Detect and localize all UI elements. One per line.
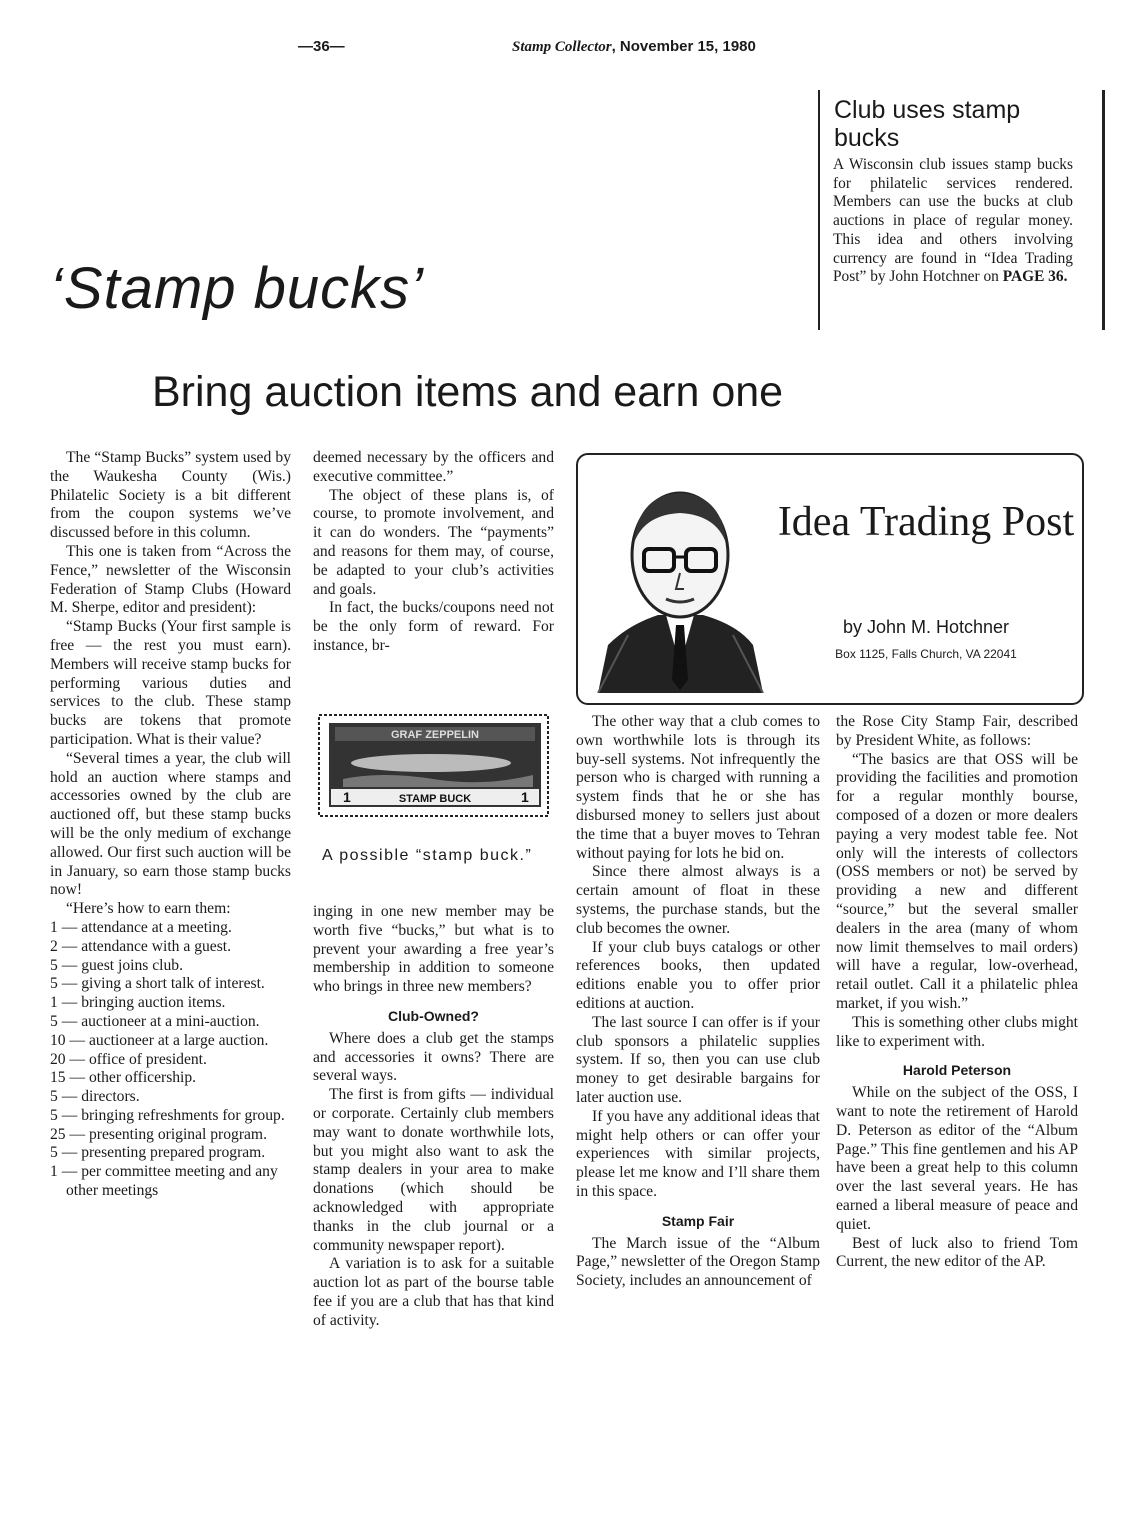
paragraph: “Several times a year, the club will hold an auction where stamps and accessories owned by the club are auctioned off, but these stamp bucks will be the only medium of exchange allowed. Our first such auction will be in January, so earn those stamp bucks now! bbox=[50, 749, 291, 899]
list-item: 1 — attendance at a meeting. bbox=[50, 918, 232, 936]
paragraph: The last source I can offer is if your club sponsors a philatelic supplies system. If so, then you can use club money to get desirable bargains for later auction use. bbox=[576, 1013, 820, 1106]
paragraph: The March issue of the “Album Page,” newsletter of the Oregon Stamp Society, includes an announcement of bbox=[576, 1234, 820, 1290]
author-portrait bbox=[588, 465, 773, 693]
page-number: —36— bbox=[298, 38, 345, 55]
paragraph: Where does a club get the stamps and accessories it owns? There are several ways. bbox=[313, 1029, 554, 1085]
list-item: 1 — bringing auction items. bbox=[50, 994, 226, 1012]
paragraph: The other way that a club comes to own worthwhile lots is through its buy-sell systems. Not infrequently the person who is charged with running a system finds that he or she has disbursed money to sellers just about the time that a buyer moves to Tehran without paying for lots he bid on. bbox=[576, 713, 820, 862]
paragraph: The object of these plans is, of course, to promote involvement, and it can do wonders. The “payments” and reasons for them may, of course, be adapted to your club’s activities and goals. bbox=[313, 486, 554, 598]
column-4 bbox=[836, 713, 1078, 1272]
paragraph: A variation is to ask for a suitable auction lot as part of the bourse table fee if you are a club that has that kind of activity. bbox=[313, 1255, 554, 1329]
list-item: 15 — other officership. bbox=[50, 1069, 197, 1087]
stamp-right-value: 1 bbox=[521, 789, 529, 805]
list-item: 2 — attendance with a guest. bbox=[50, 937, 232, 955]
list-item: 5 — auctioneer at a mini-auction. bbox=[50, 1012, 260, 1030]
section-subhead: Harold Peterson bbox=[902, 1062, 1012, 1079]
paragraph: Since there almost always is a certain amount of float in these systems, the purchase stands, but the club becomes the owner. bbox=[576, 863, 820, 937]
author-address: Box 1125, Falls Church, VA 22041 bbox=[835, 647, 1017, 661]
issue-date: , November 15, 1980 bbox=[611, 38, 756, 55]
paragraph: This one is taken from “Across the Fence,” newsletter of the Wisconsin Federation of Stamp Clubs (Howard M. Sherpe, editor and president): bbox=[50, 542, 291, 617]
list-item: 5 — guest joins club. bbox=[50, 956, 183, 974]
stamp-banner: GRAF ZEPPELIN bbox=[390, 729, 480, 741]
column-byline: by John M. Hotchner bbox=[842, 617, 1010, 637]
list-item: 5 — giving a short talk of interest. bbox=[50, 975, 265, 993]
paragraph: If your club buys catalogs or other references books, then updated editions enable you to offer prior editions at auction. bbox=[576, 938, 820, 1012]
sidebar-text: A Wisconsin club issues stamp bucks for philatelic services rendered. Members can use the bucks at club auctions in place of regular money. This idea and others involving currency are found in “Idea Trading Post” by John Hotchner on bbox=[833, 156, 1073, 286]
headline: ‘Stamp bucks’ bbox=[50, 256, 425, 321]
stamp-left-value: 1 bbox=[343, 789, 351, 805]
column-1 bbox=[50, 449, 291, 1201]
paragraph: The “Stamp Bucks” system used by the Waukesha County (Wis.) Philatelic Society is a bit different from the coupon systems we’ve discussed before in this column. bbox=[50, 449, 291, 542]
publication-name: Stamp Collector bbox=[512, 39, 612, 55]
section-subhead: Stamp Fair bbox=[661, 1212, 735, 1229]
column-title: Idea Trading Post bbox=[777, 499, 1075, 545]
sidebar-page-ref: PAGE 36. bbox=[1002, 268, 1068, 286]
paragraph: This is something other clubs might like to experiment with. bbox=[836, 1013, 1078, 1050]
sidebar-title: Club uses stamp bucks bbox=[834, 96, 1021, 152]
list-item: 5 — directors. bbox=[50, 1088, 140, 1106]
paragraph: the Rose City Stamp Fair, described by President White, as follows: bbox=[836, 713, 1078, 749]
paragraph: While on the subject of the OSS, I want to note the retirement of Harold D. Peterson as editor of the “Album Page.” This fine gentlemen and his AP have been a great help to this column over the last several years. He has earned a liberal measure of peace and quiet. bbox=[836, 1084, 1078, 1233]
column-3 bbox=[576, 713, 820, 1291]
stamp-buck-image bbox=[313, 713, 554, 818]
list-item: 10 — auctioneer at a large auction. bbox=[50, 1031, 269, 1049]
list-item: 1 — per committee meeting and any other meetings bbox=[50, 1163, 278, 1200]
paragraph: “Here’s how to earn them: bbox=[66, 900, 231, 918]
paragraph: The first is from gifts — individual or corporate. Certainly club members may want to donate worthwhile lots, but you might also want to ask the stamp dealers in your area to make donations (which should be acknowledged with appropriate thanks in the club journal or a community newspaper report). bbox=[313, 1086, 554, 1254]
list-item: 25 — presenting original program. bbox=[50, 1125, 267, 1143]
list-item: 20 — office of president. bbox=[50, 1050, 207, 1068]
sidebar-body bbox=[833, 156, 1073, 287]
paragraph: “Stamp Bucks (Your first sample is free — the rest you must earn). Members will receive stamp bucks for performing various duties and services to the club. These stamp bucks are tokens that promote participation. What is their value? bbox=[50, 618, 291, 748]
subheadline: Bring auction items and earn one bbox=[152, 368, 784, 416]
column-2-bottom bbox=[313, 903, 554, 1331]
section-subhead: Club-Owned? bbox=[388, 1007, 479, 1024]
list-item: 5 — presenting prepared program. bbox=[50, 1144, 266, 1162]
masthead bbox=[512, 38, 756, 56]
column-2-top bbox=[313, 449, 554, 656]
paragraph: “The basics are that OSS will be providing the facilities and promotion for a regular monthly bourse, composed of a dozen or more dealers paying a very modest table fee. Not only will the interests of collectors (OSS members or not) be served by providing a new and different “source,” but the several smaller dealers in the area (many of whom now limit themselves to mail orders) will have a regular, low-overhead, retail outlet. Call it a philatelic phlea market, if you wish.” bbox=[836, 750, 1078, 1012]
paragraph: deemed necessary by the officers and executive committee.” bbox=[313, 449, 554, 485]
sidebar-teaser bbox=[818, 90, 1105, 330]
paragraph: inging in one new member may be worth five “bucks,” but what is to prevent your awarding a free year’s membership in addition to someone who brings in three new members? bbox=[313, 903, 554, 996]
list-item: 5 — bringing refreshments for group. bbox=[50, 1106, 285, 1124]
paragraph: In fact, the bucks/coupons need not be the only form of reward. For instance, br- bbox=[313, 599, 554, 654]
paragraph: Best of luck also to friend Tom Current, the new editor of the AP. bbox=[836, 1234, 1078, 1271]
paragraph: If you have any additional ideas that might help others or can offer your experiences with similar projects, please let me know and I’ll share them in this space. bbox=[576, 1107, 820, 1200]
idea-trading-post-box bbox=[576, 453, 1084, 705]
stamp-caption: A possible “stamp buck.” bbox=[322, 847, 533, 864]
stamp-label: STAMP BUCK bbox=[398, 793, 472, 805]
